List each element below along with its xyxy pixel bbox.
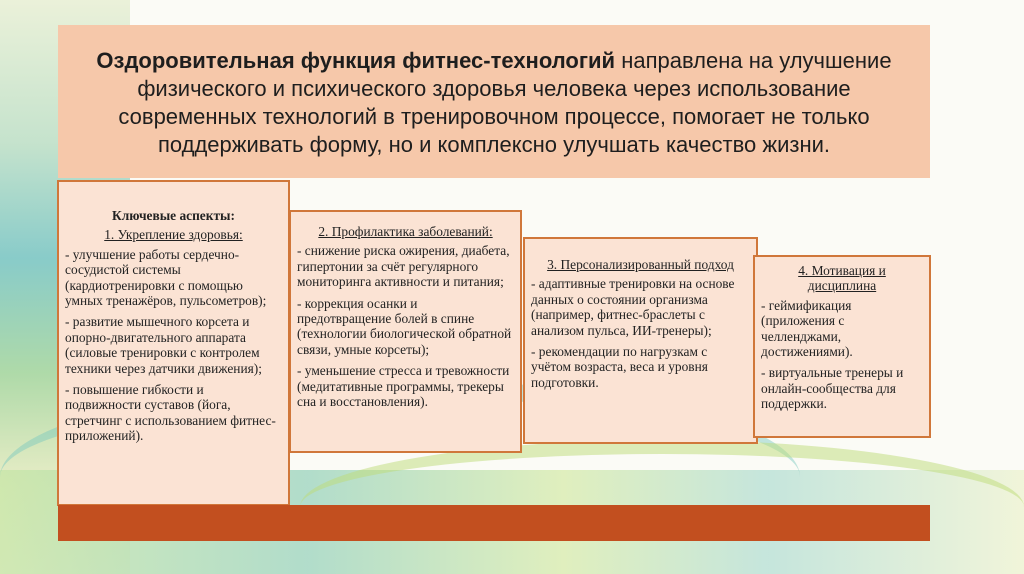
list-item: - коррекция осанки и предотвращение болей в спине (технологии биологической обратной связи, умные корсеты); [297, 295, 512, 357]
list-item: - снижение риска ожирения, диабета, гипертонии за счёт регулярного мониторинга активности и питания; [297, 243, 510, 290]
aspect-box-health [57, 180, 290, 506]
header-banner [58, 25, 930, 178]
header-text: направлена на улучшение физического и психического здоровья человека через использование современных технологий в тренировочном процессе, помогает не только поддерживать форму, но и комплексно улучшать качество жизни. [118, 48, 892, 157]
aspect-box-personalized [523, 237, 758, 444]
list-item: - уменьшение стресса и тревожности (медитативные программы, трекеры сна и восстановления). [297, 363, 510, 410]
aspect-box-prevention [289, 210, 522, 453]
list-item: - повышение гибкости и подвижности суставов (йога, стретчинг с использованием фитнес-приложений). [65, 382, 276, 444]
list-item: - развитие мышечного корсета и опорно-двигательного аппарата (силовые тренировки с контролем техники через датчики движения); [65, 314, 262, 376]
list-item: - улучшение работы сердечно-сосудистой системы (кардиотренировки с помощью умных тренажёров, пульсометров); [65, 246, 267, 309]
header-bold-text: Оздоровительная функция фитнес-технологий [96, 48, 616, 73]
list-item: - адаптивные тренировки на основе данных о состоянии организма (например, фитнес-браслеты с анализом пульса, ИИ-тренеры); [531, 276, 735, 338]
list-item: - рекомендации по нагрузкам с учётом возраста, веса и уровня подготовки. [531, 344, 708, 390]
footer-bar [58, 505, 930, 541]
box-title: 1. Укрепление здоровья: [104, 227, 243, 243]
list-item: - геймификация (приложения с челленджами, достижениями). [761, 297, 853, 360]
box-title: 2. Профилактика заболеваний: [318, 224, 493, 239]
box-title: 3. Персонализированный подход [547, 257, 734, 272]
list-item: - виртуальные тренеры и онлайн-сообщества для поддержки. [761, 365, 904, 412]
box-title: 4. Мотивация и дисциплина [798, 263, 886, 294]
aspect-box-motivation [753, 255, 931, 438]
key-aspects-heading: Ключевые аспекты: [112, 208, 235, 223]
